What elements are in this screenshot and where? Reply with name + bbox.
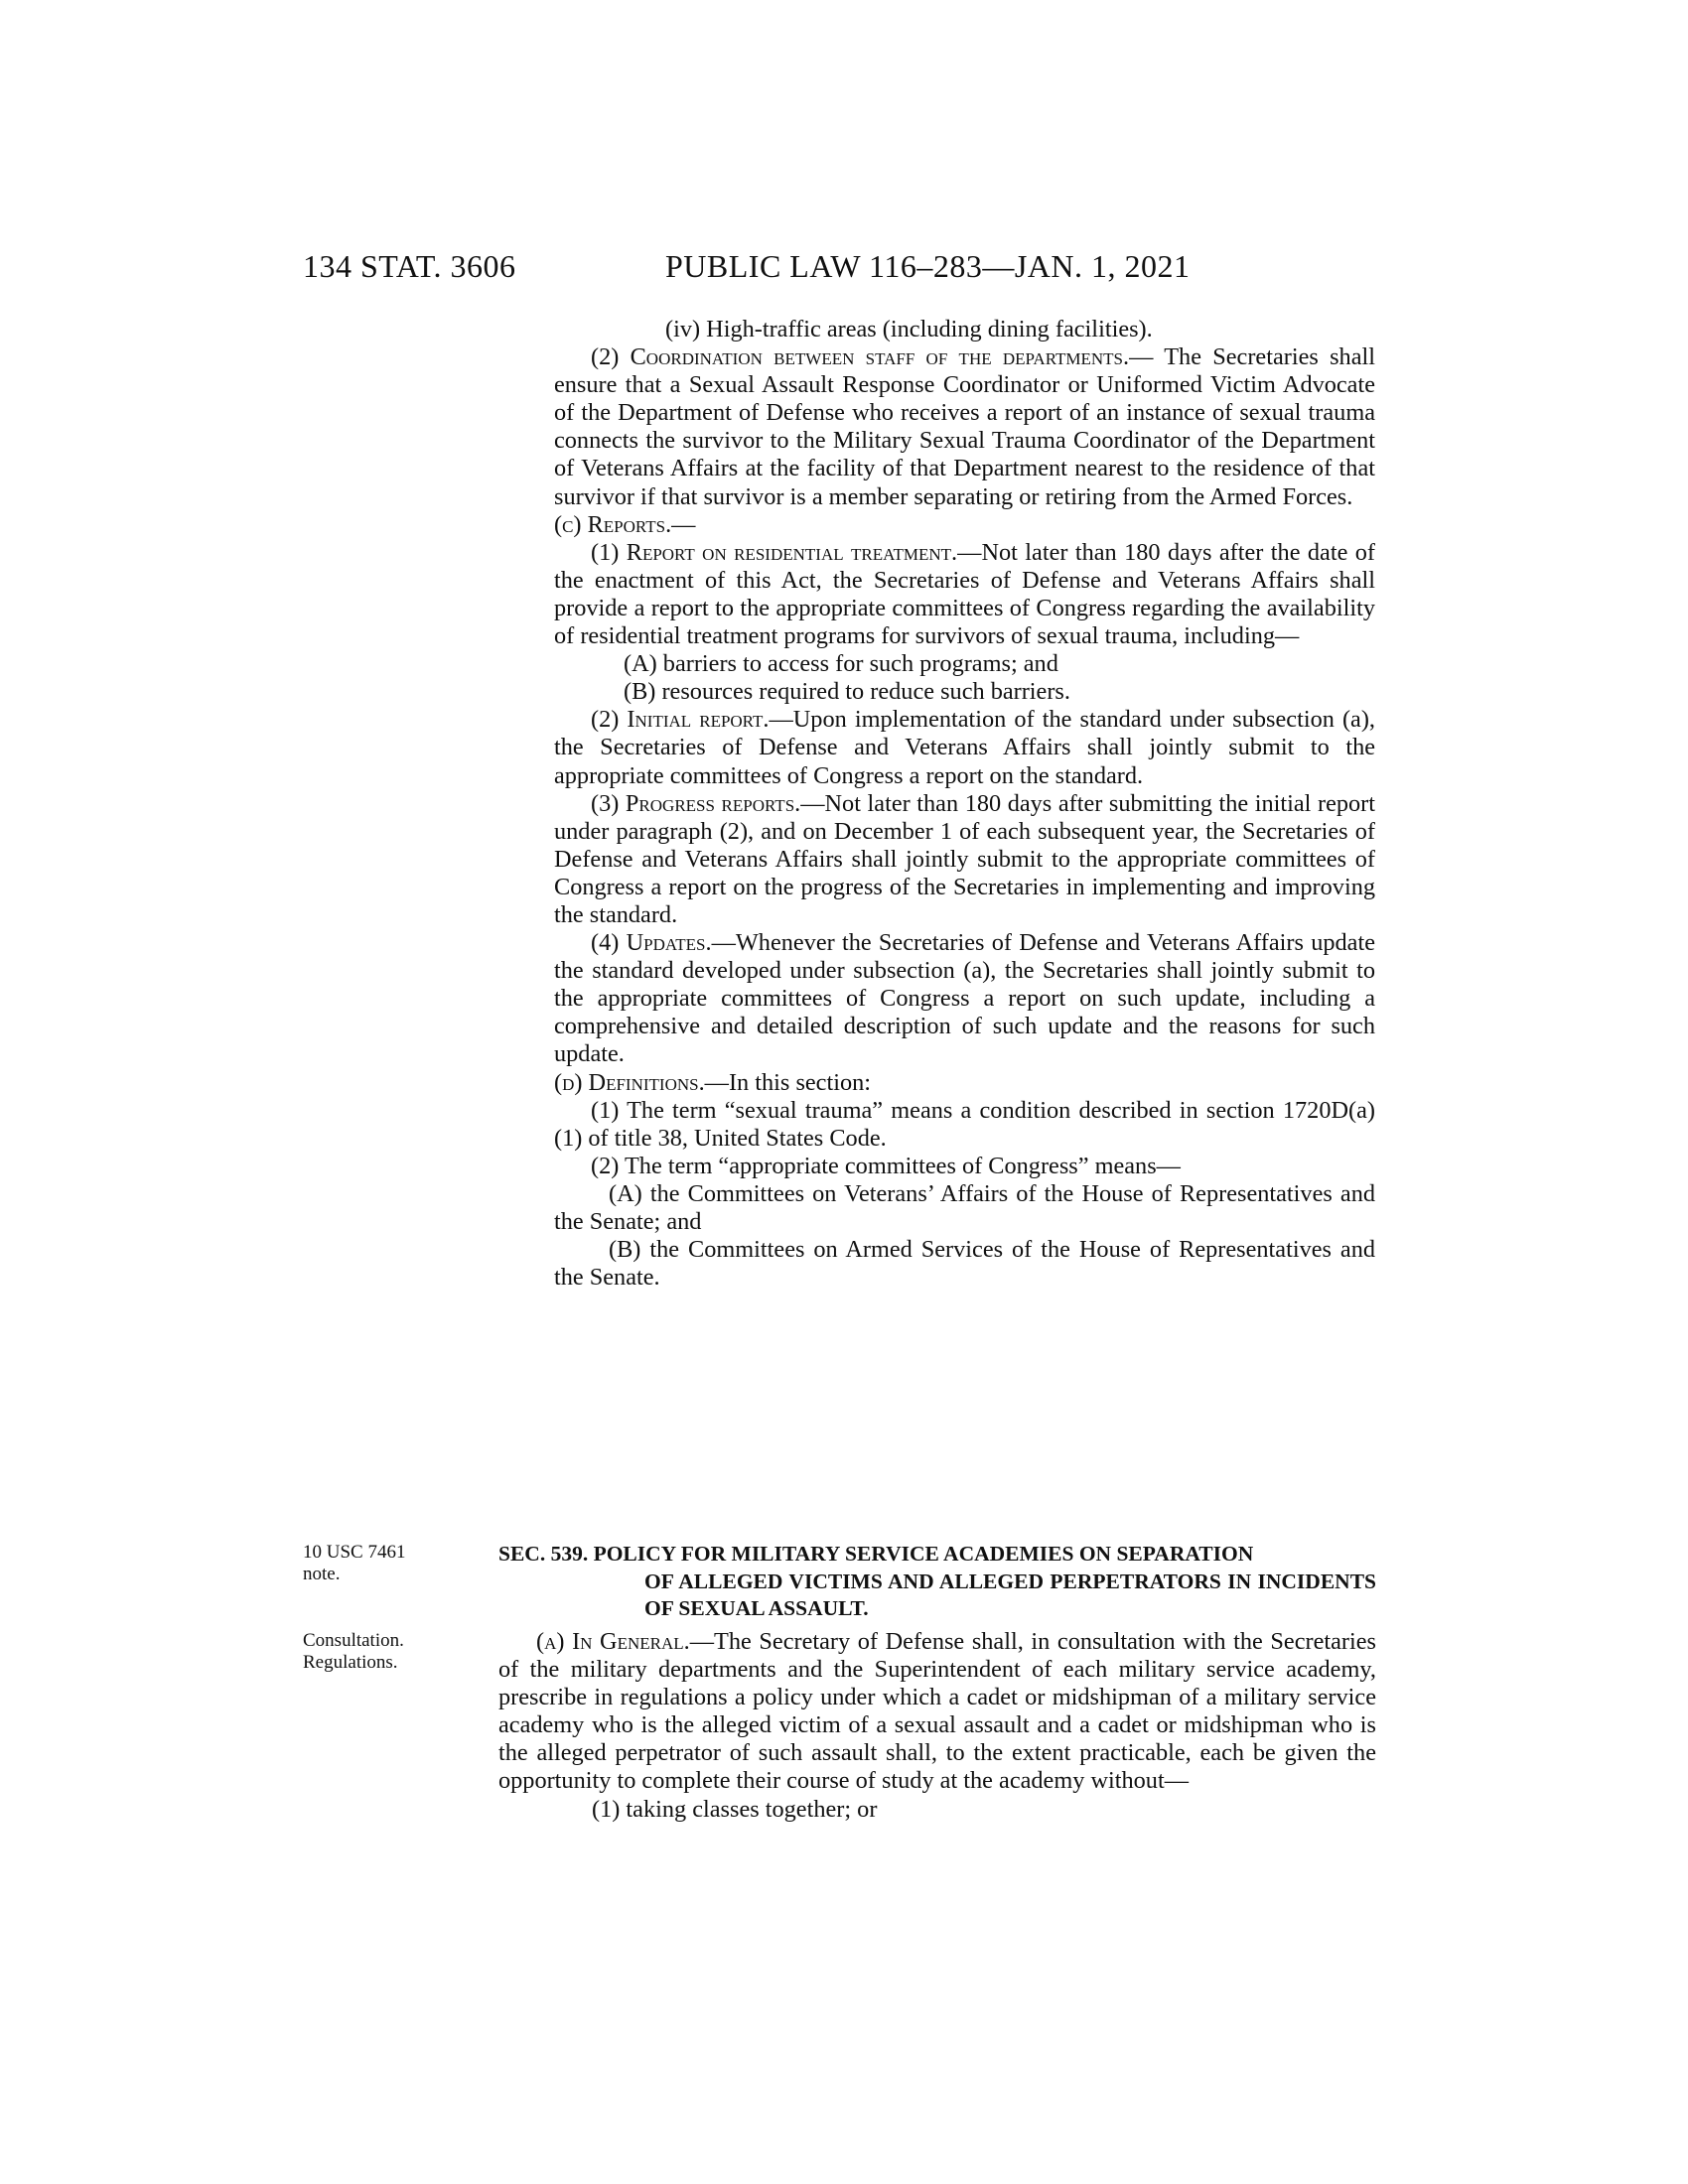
paragraph-c3 [554,790,1375,929]
margin-note-consultation: Consultation. [303,1630,404,1651]
section-heading [498,1541,1376,1623]
text-c4: Whenever the Secretaries of Defense and Veterans Affairs update the standard developed under subsection (a), the Secretaries shall jointly submit to the appropriate committees of Congress a report on such update, including a comprehensive and detailed description of such update and the reasons for such update. [554,929,1376,1068]
section-body [498,1628,1376,1824]
paragraph-c4 [554,929,1375,1068]
text-a: The Secretary of Defense shall, in consultation with the Secretaries of the military departments and the Superintendent of each military service academy, prescribe in regulations a policy under which a cadet or midshipman of a military service academy who is the alleged victim of a sexual assault and a cadet or midshipman who is the alleged perpetrator of such assault shall, to the extent practicable, each be given the opportunity to complete their course of study at the academy without— [498,1628,1376,1795]
paragraph-c1 [554,539,1375,650]
text-b2: The Secretaries shall ensure that a Sexual Assault Response Coordinator or Uniformed Victim Advocate of the Department of Defense who receives a report of an instance of sexual trauma connects the survivor to the Military Sexual Trauma Coordinator of the Department of Veterans Affairs at the facility of that Department nearest to the residence of that survivor if that survivor is a member separating or retiring from the Armed Forces. [554,343,1375,510]
paragraph-c2 [554,706,1375,789]
paragraph-a1: (1) taking classes together; or [592,1795,878,1823]
heading-d: (d) Definitions.— [554,1068,729,1096]
paragraph-a [498,1628,1376,1796]
text-d: In this section: [728,1068,872,1096]
paragraph-d2-A: (A) the Committees on Veterans’ Affairs of the House of Representatives and the Senate; and [554,1179,1375,1235]
heading-c: (c) Reports.— [554,510,696,538]
heading-c1: (1) Report on residential treatment.— [591,538,982,566]
body-text [554,316,1375,1292]
heading-c2: (2) Initial report.— [591,706,793,734]
section-heading-line1: SEC. 539. POLICY FOR MILITARY SERVICE ACADEMIES ON SEPARATION [498,1542,1254,1566]
heading-c3: (3) Progress reports.— [591,789,825,817]
text-c2: Upon implementation of the standard under subsection (a), the Secretaries of Defense and Veterans Affairs shall jointly submit to the appropriate committees of Congress a report on the standard. [554,706,1375,789]
margin-note-usc: 10 USC 7461 note. [303,1542,406,1584]
heading-a: (a) In General.— [536,1628,715,1655]
paragraph-d1: (1) The term “sexual trauma” means a condition described in section 1720D(a)(1) of title 38, United States Code. [554,1096,1375,1152]
text-c3: Not later than 180 days after submitting the initial report under paragraph (2), and on December 1 of each subsequent year, the Secretaries of Defense and Veterans Affairs shall jointly submit to the appropriate committees of Congress a report on the progress of the Secretaries in implementing and improving the standard. [554,789,1375,928]
margin-note-regulations: Regulations. [303,1652,398,1673]
paragraph-iv: (iv) High-traffic areas (including dining facilities). [665,316,1153,342]
heading-b2: (2) Coordination between staff of the departments.— [591,343,1154,371]
paragraph-c1-A: (A) barriers to access for such programs; and [624,650,1058,678]
heading-c4: (4) Updates.— [591,929,736,957]
text-c1: Not later than 180 days after the date of the enactment of this Act, the Secretaries of Defense and Veterans Affairs shall provide a report to the appropriate committees of Congress regarding the availability of residential treatment programs for survivors of sexual trauma, including— [554,538,1375,650]
paragraph-d [554,1069,1375,1097]
running-header: PUBLIC LAW 116–283—JAN. 1, 2021 [665,248,1191,284]
paragraph-d2-B: (B) the Committees on Armed Services of the House of Representatives and the Senate. [554,1236,1375,1292]
section-heading-rest: OF ALLEGED VICTIMS AND ALLEGED PERPETRATORS IN INCIDENTS OF SEXUAL ASSAULT. [644,1569,1376,1620]
paragraph-d2: (2) The term “appropriate committees of Congress” means— [591,1152,1181,1179]
paragraph-b2 [554,343,1375,511]
page-number: 134 STAT. 3606 [303,248,516,284]
paragraph-c1-B: (B) resources required to reduce such barriers. [624,678,1070,706]
